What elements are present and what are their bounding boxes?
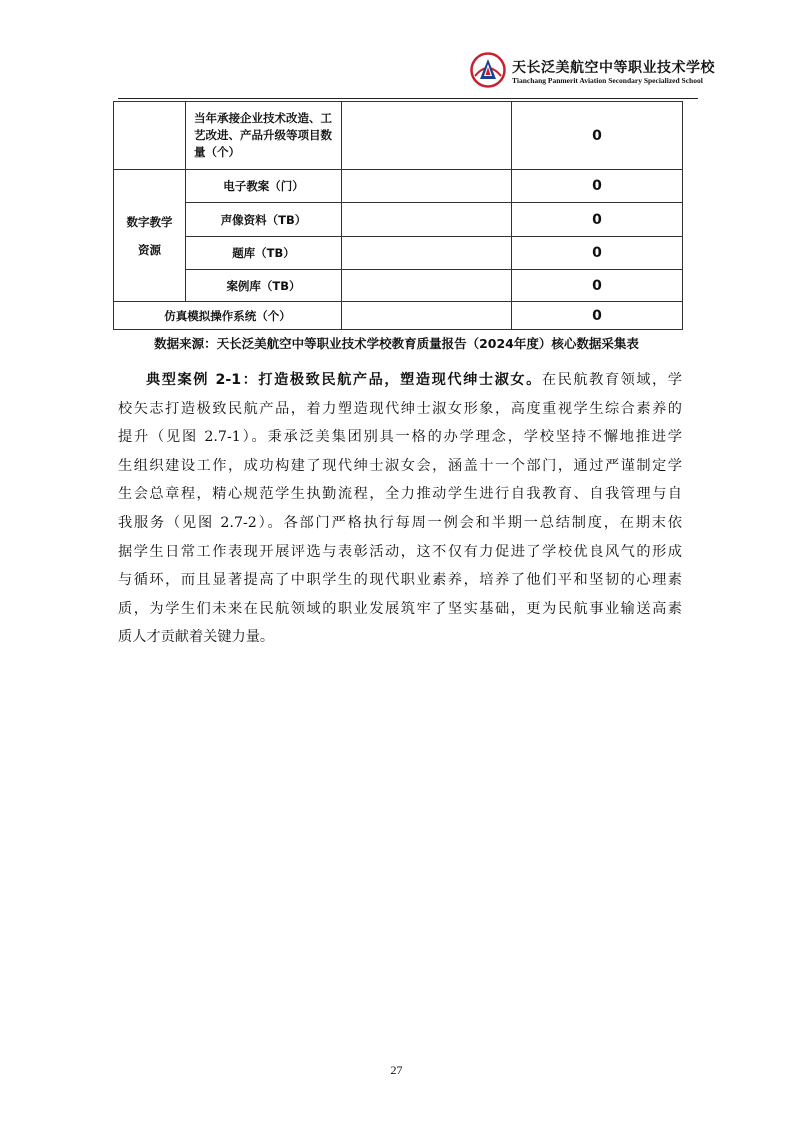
table-row [114,203,683,237]
paragraph-line: 生会总章程，精心规范学生执勤流程，全力推动学生进行自我教育、自我管理与自 [118,486,682,503]
paragraph-line [118,366,682,395]
paragraph-line: 据学生日常工作表现开展评选与表彰活动，这不仅有力促进了学校优良风气的形成 [118,543,682,560]
paragraph-line: 质人才贡献着关键力量。 [118,629,275,646]
table-cell-empty [342,270,512,302]
table-cell-empty [342,170,512,203]
table-row-label: 仿真模拟操作系统（个） [114,302,342,330]
table-caption: 数据来源：天长泛美航空中等职业技术学校教育质量报告（2024年度）核心数据采集表 [154,336,639,351]
table-cell-empty [342,302,512,330]
table-cell-empty [114,102,186,170]
table-row-value: 0 [512,237,683,270]
paragraph-text: 在民航教育领域，学 [541,372,682,388]
paragraph-line: 生组织建设工作，成功构建了现代绅士淑女会，涵盖十一个部门，通过严谨制定学 [118,457,682,474]
table-row-value: 0 [512,270,683,302]
school-logo-icon [470,52,506,88]
table-cell-empty [342,203,512,237]
table-row-value: 0 [512,203,683,237]
table-row [114,302,683,330]
table-row-label: 声像资料（TB） [186,203,342,237]
paragraph-line: 质，为学生们未来在民航领域的职业发展筑牢了坚实基础，更为民航事业输送高素 [118,600,682,617]
case-paragraph [118,366,682,652]
table-row-label: 当年承接企业技术改造、工艺改进、产品升级等项目数量（个） [186,102,342,170]
table-group-label-line: 资源 [138,242,161,257]
data-table [113,101,683,330]
table-row-label: 电子教案（门） [186,170,342,203]
table-row [114,270,683,302]
page-number: 27 [390,1063,403,1077]
school-name-en: Tianchang Panmerit Aviation Secondary Specialized School [512,76,703,85]
table-row [114,237,683,270]
paragraph-line: 我服务（见图 2.7-2）。各部门严格执行每周一例会和半期一总结制度，在期末依 [118,514,682,531]
table-group-label-line: 数字教学 [126,214,173,229]
paragraph-line: 与循环，而且显著提高了中职学生的现代职业素养，培养了他们平和坚韧的心理素 [118,572,682,589]
header-divider [118,98,698,99]
table-row-label: 案例库（TB） [186,270,342,302]
table-cell-empty [342,237,512,270]
table-row-label: 题库（TB） [186,237,342,270]
page-header [0,0,793,100]
table-row-value: 0 [512,302,683,330]
case-title: 典型案例 2-1：打造极致民航产品，塑造现代绅士淑女。 [146,372,542,388]
table-row [114,170,683,203]
school-name-cn: 天长泛美航空中等职业技术学校 [512,60,715,76]
table-cell-empty [342,102,512,170]
table-row-value: 0 [512,102,683,170]
table-group-label [114,170,186,302]
paragraph-line: 提升（见图 2.7-1）。秉承泛美集团别具一格的办学理念，学校坚持不懈地推进学 [118,429,682,446]
paragraph-line: 校矢志打造极致民航产品，着力塑造现代绅士淑女形象，高度重视学生综合素养的 [118,400,682,417]
table-row [114,102,683,170]
table-row-value: 0 [512,170,683,203]
